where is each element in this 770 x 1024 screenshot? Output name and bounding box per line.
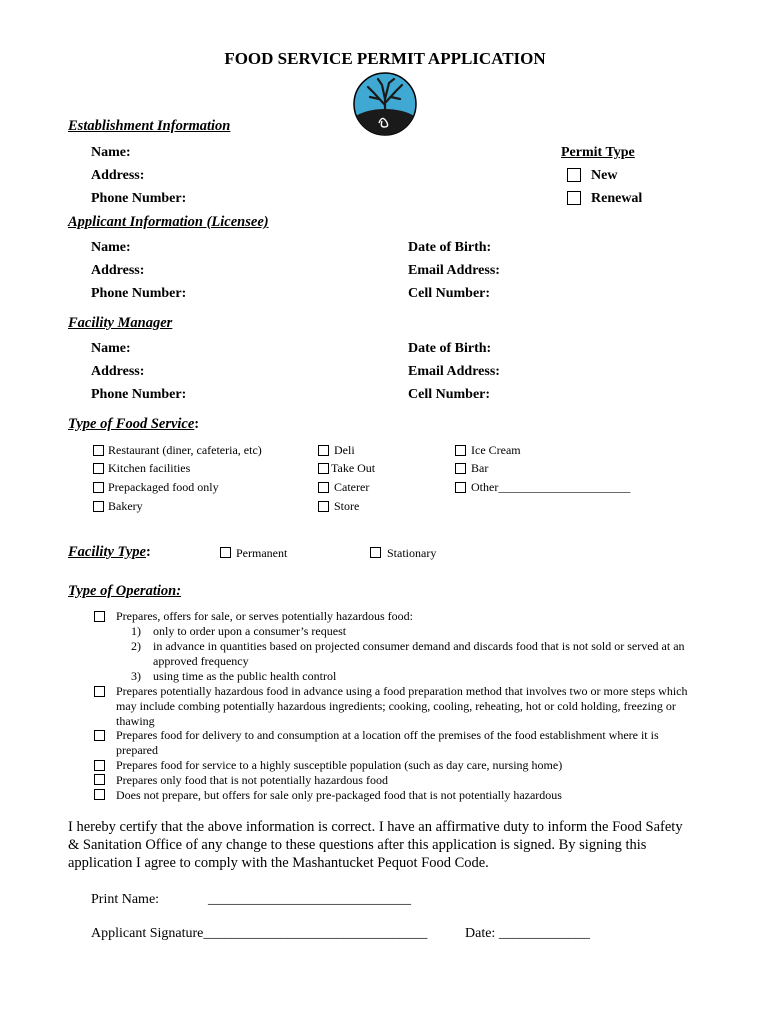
store-label: Store	[334, 499, 360, 513]
operation-delivery-line1: Prepares food for delivery to and consumption at a location off the premises of the food establishment where it is	[116, 728, 659, 742]
applicant-name-label: Name:	[91, 240, 131, 255]
food-service-heading-wrap	[68, 416, 199, 433]
applicant-heading: Applicant Information (Licensee)	[68, 214, 269, 230]
print-name-line[interactable]: _____________________________	[208, 892, 411, 907]
take-out-checkbox[interactable]	[318, 463, 329, 474]
operation-delivery-line2: prepared	[116, 743, 158, 757]
applicant-phone-label: Phone Number:	[91, 286, 187, 301]
take-out-label: Take Out	[331, 461, 376, 475]
operation-nonhazardous-checkbox[interactable]	[94, 774, 105, 785]
permit-renewal-label: Renewal	[591, 191, 643, 206]
manager-cell-label: Cell Number:	[408, 387, 491, 402]
manager-heading: Facility Manager	[68, 315, 173, 331]
other-checkbox[interactable]	[455, 482, 466, 493]
facility-type-colon: :	[145, 544, 151, 560]
deli-label: Deli	[334, 443, 355, 457]
facility-type-heading: Facility Type	[68, 544, 146, 560]
operation-prepackaged-checkbox[interactable]	[94, 789, 105, 800]
sub1-number: 1)	[131, 624, 141, 638]
operation-advance-checkbox[interactable]	[94, 686, 105, 697]
applicant-address-label: Address:	[91, 263, 145, 278]
bar-checkbox[interactable]	[455, 463, 466, 474]
operation-advance-line1: Prepares potentially hazardous food in advance using a food preparation method that involves two or more steps which	[116, 684, 688, 698]
manager-address-label: Address:	[91, 364, 145, 379]
page-title: FOOD SERVICE PERMIT APPLICATION	[224, 49, 546, 68]
restaurant-checkbox[interactable]	[93, 445, 104, 456]
kitchen-facilities-label: Kitchen facilities	[108, 461, 191, 475]
establishment-address-label: Address:	[91, 168, 145, 183]
manager-phone-label: Phone Number:	[91, 387, 187, 402]
operation-delivery-checkbox[interactable]	[94, 730, 105, 741]
sub3-number: 3)	[131, 669, 141, 683]
operation-hazardous-checkbox[interactable]	[94, 611, 105, 622]
other-label: Other______________________	[471, 480, 631, 494]
operation-susceptible-checkbox[interactable]	[94, 760, 105, 771]
sub3-text: using time as the public health control	[153, 669, 337, 683]
permit-new-label: New	[591, 168, 618, 183]
operation-hazardous-label: Prepares, offers for sale, or serves potentially hazardous food:	[116, 609, 414, 623]
certification-text: I hereby certify that the above information is correct. I have an affirmative duty to inform the Food Safety & Sanitation Office of any change to these questions after this application is signed. By signing this application I agree to comply with the Mashantucket Pequot Food Code.	[68, 819, 683, 871]
establishment-name-label: Name:	[91, 145, 131, 160]
caterer-label: Caterer	[334, 480, 370, 494]
applicant-signature-line[interactable]: Applicant Signature________________________________	[91, 926, 428, 941]
bar-label: Bar	[471, 461, 489, 475]
ice-cream-label: Ice Cream	[471, 443, 521, 457]
facility-type-heading-wrap	[68, 544, 151, 561]
prepackaged-label: Prepackaged food only	[108, 480, 219, 494]
print-name-label: Print Name:	[91, 892, 160, 907]
tree-logo-icon	[352, 71, 418, 137]
manager-email-label: Email Address:	[408, 364, 500, 379]
permit-renewal-checkbox[interactable]	[567, 191, 581, 205]
sub2-number: 2)	[131, 639, 141, 653]
operation-prepackaged-label: Does not prepare, but offers for sale only pre-packaged food that is not potentially hazardous	[116, 788, 562, 802]
sub2-text-line1: in advance in quantities based on projected consumer demand and discards food that is not sold or served at an	[153, 639, 685, 653]
stationary-label: Stationary	[387, 546, 437, 560]
applicant-dob-label: Date of Birth:	[408, 240, 492, 255]
sub1-text: only to order upon a consumer’s request	[153, 624, 347, 638]
ice-cream-checkbox[interactable]	[455, 445, 466, 456]
permit-type-heading: Permit Type	[561, 145, 635, 160]
caterer-checkbox[interactable]	[318, 482, 329, 493]
operation-heading: Type of Operation:	[68, 583, 182, 599]
permanent-label: Permanent	[236, 546, 288, 560]
applicant-email-label: Email Address:	[408, 263, 500, 278]
establishment-heading: Establishment Information	[68, 118, 231, 134]
permanent-checkbox[interactable]	[220, 547, 231, 558]
stationary-checkbox[interactable]	[370, 547, 381, 558]
operation-nonhazardous-label: Prepares only food that is not potentially hazardous food	[116, 773, 388, 787]
applicant-cell-label: Cell Number:	[408, 286, 491, 301]
kitchen-facilities-checkbox[interactable]	[93, 463, 104, 474]
bakery-label: Bakery	[108, 499, 143, 513]
store-checkbox[interactable]	[318, 501, 329, 512]
bakery-checkbox[interactable]	[93, 501, 104, 512]
food-service-heading: Type of Food Service	[68, 416, 195, 432]
operation-advance-line3: thawing	[116, 714, 155, 728]
food-service-colon: :	[194, 416, 200, 432]
operation-susceptible-label: Prepares food for service to a highly susceptible population (such as day care, nursing home)	[116, 758, 563, 772]
manager-name-label: Name:	[91, 341, 131, 356]
prepackaged-checkbox[interactable]	[93, 482, 104, 493]
manager-dob-label: Date of Birth:	[408, 341, 492, 356]
sub2-text-line2: approved frequency	[153, 654, 249, 668]
establishment-phone-label: Phone Number:	[91, 191, 187, 206]
operation-advance-line2: may include combing potentially hazardous ingredients; cooking, cooling, reheating, hot or cold holding, freezing or	[116, 699, 676, 713]
permit-new-checkbox[interactable]	[567, 168, 581, 182]
date-line[interactable]: Date: _____________	[465, 926, 590, 941]
restaurant-label: Restaurant (diner, cafeteria, etc)	[108, 443, 262, 457]
deli-checkbox[interactable]	[318, 445, 329, 456]
